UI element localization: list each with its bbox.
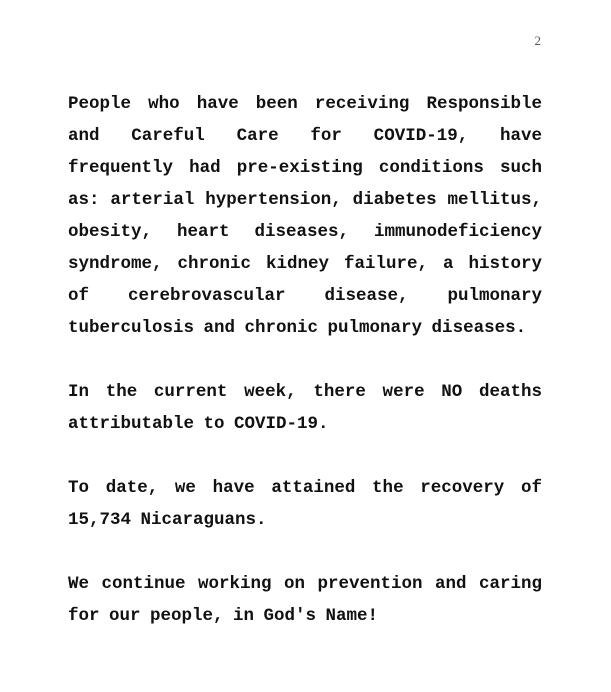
document-body [68,88,542,632]
paragraph-recovery-count: To date, we have attained the recovery of 15,734 Nicaraguans. [68,478,542,530]
page-number: 2 [534,33,541,48]
paragraph-no-deaths: In the current week, there were NO deaths attributable to COVID-19. [68,382,542,434]
paragraph-closing: We continue working on prevention and caring for our people, in God's Name! [68,574,542,626]
paragraph-preexisting-conditions: People who have been receiving Responsible and Careful Care for COVID-19, have frequently had pre-existing conditions such as: arterial hypertension, diabetes mellitus, obesity, heart diseases, immunodeficiency syndrome, chronic kidney failure, a history of cerebrovascular disease, pulmonary tuberculosis and chronic pulmonary diseases. [68,94,542,338]
